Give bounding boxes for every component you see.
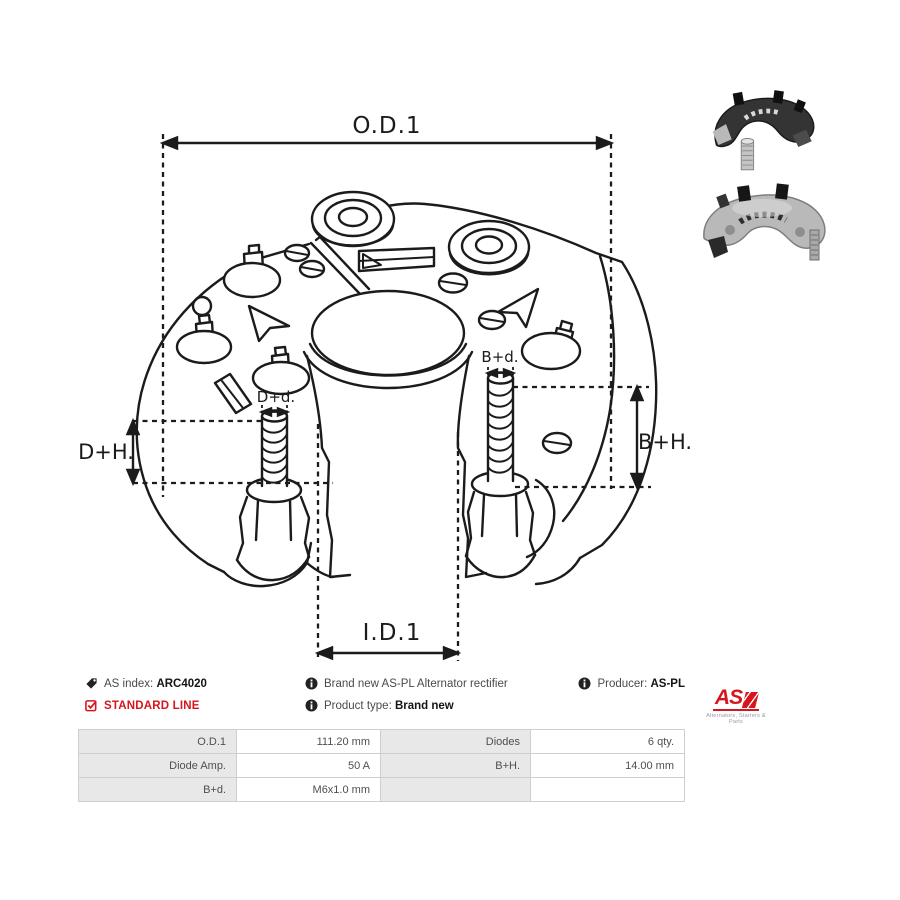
spec-label: Diode Amp. — [79, 754, 237, 778]
dim-label-dd: D+d. — [256, 388, 296, 406]
product-type — [305, 699, 454, 712]
table-row — [79, 730, 685, 754]
spec-value: 14.00 mm — [531, 754, 685, 778]
as-index-value: ARC4020 — [156, 677, 207, 690]
dim-label-dh: D+H. — [78, 440, 134, 464]
spec-label — [381, 778, 531, 802]
spec-value: 111.20 mm — [237, 730, 381, 754]
tag-icon — [85, 677, 98, 690]
standard-line-text: STANDARD LINE — [104, 699, 200, 712]
standard-line-badge — [85, 699, 200, 712]
as-index — [85, 677, 207, 690]
checkbox-checked-icon — [85, 699, 98, 712]
product-description — [305, 677, 508, 690]
spec-table — [78, 729, 685, 802]
spec-label: Diodes — [381, 730, 531, 754]
product-type-label: Product type: — [324, 699, 392, 712]
spec-value: 6 qty. — [531, 730, 685, 754]
as-index-label: AS index: — [104, 677, 154, 690]
spec-label: B+d. — [79, 778, 237, 802]
spec-value: M6x1.0 mm — [237, 778, 381, 802]
product-photo-bottom[interactable] — [690, 180, 840, 292]
aspl-logo-flag-icon — [742, 692, 759, 708]
info-icon — [305, 699, 318, 712]
dim-label-bd: B+d. — [481, 348, 519, 366]
producer-value: AS-PL — [650, 677, 685, 690]
product-type-value: Brand new — [394, 699, 454, 712]
spec-label: B+H. — [381, 754, 531, 778]
product-photo-top[interactable] — [698, 86, 834, 186]
info-icon — [305, 677, 318, 690]
dim-label-bh: B+H. — [637, 430, 693, 454]
table-row — [79, 754, 685, 778]
info-icon — [578, 677, 591, 690]
aspl-logo-subtext: Alternators, Starters & Parts — [706, 713, 766, 725]
aspl-logo-text: AS — [714, 686, 743, 709]
producer-label: Producer: — [597, 677, 648, 690]
spec-label: O.D.1 — [79, 730, 237, 754]
spec-value: 50 A — [237, 754, 381, 778]
spec-value — [531, 778, 685, 802]
producer — [593, 677, 685, 690]
aspl-logo — [700, 688, 772, 725]
description-text: Brand new AS-PL Alternator rectifier — [324, 677, 508, 690]
table-row — [79, 778, 685, 802]
dim-label-od1: O.D.1 — [352, 113, 422, 139]
dim-label-id1: I.D.1 — [362, 620, 422, 646]
